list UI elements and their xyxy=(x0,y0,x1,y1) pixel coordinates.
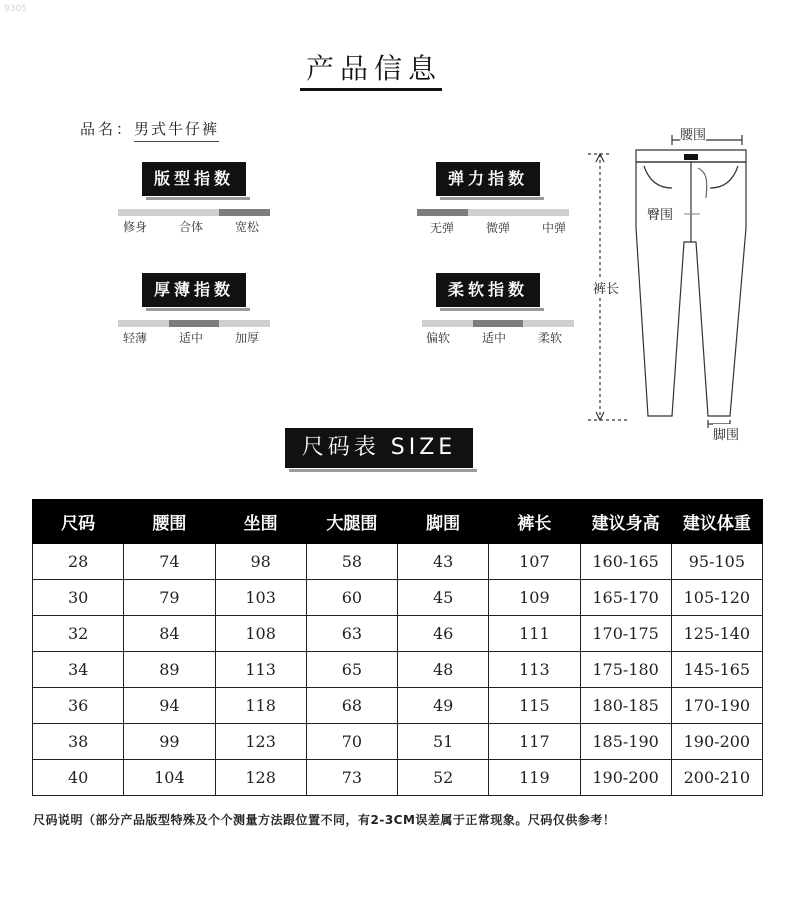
product-name xyxy=(80,118,219,142)
waist-label: 腰围 xyxy=(680,124,706,143)
table-cell: 160-165 xyxy=(580,544,671,580)
stretch-index-labels xyxy=(414,219,582,236)
table-cell: 51 xyxy=(398,724,489,760)
column-header: 大腿围 xyxy=(306,500,397,544)
table-cell: 98 xyxy=(215,544,306,580)
stretch-index-scale xyxy=(417,209,569,216)
fit-index-badge: 版型指数 xyxy=(142,162,246,196)
thickness-option-label: 适中 xyxy=(178,331,203,345)
table-cell: 63 xyxy=(306,616,397,652)
softness-index-labels xyxy=(410,329,578,346)
table-cell: 145-165 xyxy=(671,652,762,688)
table-cell: 60 xyxy=(306,580,397,616)
table-cell: 94 xyxy=(124,688,215,724)
table-cell: 113 xyxy=(489,652,580,688)
thickness-scale-segment xyxy=(118,320,169,327)
table-cell: 128 xyxy=(215,760,306,796)
fit-index-labels xyxy=(107,218,275,235)
table-row xyxy=(33,544,763,580)
table-row xyxy=(33,652,763,688)
fit-scale-segment xyxy=(118,209,169,216)
table-cell: 74 xyxy=(124,544,215,580)
stretch-option-label: 中弹 xyxy=(541,221,566,235)
table-cell: 190-200 xyxy=(580,760,671,796)
table-cell: 32 xyxy=(33,616,124,652)
table-cell: 58 xyxy=(306,544,397,580)
size-table-header-row xyxy=(33,500,763,544)
table-cell: 34 xyxy=(33,652,124,688)
thickness-index-badge: 厚薄指数 xyxy=(142,273,246,307)
softness-index-badge: 柔软指数 xyxy=(436,273,540,307)
softness-option-label: 偏软 xyxy=(425,331,450,345)
table-cell: 73 xyxy=(306,760,397,796)
table-cell: 30 xyxy=(33,580,124,616)
table-row xyxy=(33,580,763,616)
watermark: 9305 xyxy=(4,4,27,14)
table-cell: 95-105 xyxy=(671,544,762,580)
table-cell: 43 xyxy=(398,544,489,580)
hem-label: 脚围 xyxy=(713,424,739,443)
table-cell: 115 xyxy=(489,688,580,724)
table-cell: 79 xyxy=(124,580,215,616)
table-cell: 68 xyxy=(306,688,397,724)
stretch-scale-segment xyxy=(417,209,468,216)
table-cell: 118 xyxy=(215,688,306,724)
table-cell: 123 xyxy=(215,724,306,760)
table-cell: 84 xyxy=(124,616,215,652)
size-chart-title: 尺码表 SIZE xyxy=(285,428,473,468)
size-note: 尺码说明（部分产品版型特殊及个个测量方法跟位置不同，有2-3CM误差属于正常现象。尺码仅供参考！ xyxy=(33,813,616,827)
table-cell: 107 xyxy=(489,544,580,580)
stretch-index-badge: 弹力指数 xyxy=(436,162,540,196)
product-name-label: 品名： xyxy=(80,120,135,138)
thickness-scale-segment xyxy=(169,320,220,327)
fit-option-label: 修身 xyxy=(122,220,147,234)
table-cell: 38 xyxy=(33,724,124,760)
table-cell: 105-120 xyxy=(671,580,762,616)
column-header: 建议体重 xyxy=(671,500,762,544)
softness-scale-segment xyxy=(473,320,524,327)
table-row xyxy=(33,616,763,652)
softness-option-label: 柔软 xyxy=(537,331,562,345)
table-cell: 48 xyxy=(398,652,489,688)
softness-option-label: 适中 xyxy=(481,331,506,345)
table-cell: 200-210 xyxy=(671,760,762,796)
table-cell: 175-180 xyxy=(580,652,671,688)
fit-scale-segment xyxy=(169,209,220,216)
page-title-text: 产品信息 xyxy=(306,52,443,85)
fit-index-scale xyxy=(118,209,270,216)
softness-scale-segment xyxy=(422,320,473,327)
table-cell: 99 xyxy=(124,724,215,760)
fit-scale-segment xyxy=(219,209,270,216)
table-cell: 170-190 xyxy=(671,688,762,724)
column-header: 脚围 xyxy=(398,500,489,544)
thickness-index-labels xyxy=(107,329,275,346)
table-cell: 108 xyxy=(215,616,306,652)
table-cell: 40 xyxy=(33,760,124,796)
thickness-option-label: 加厚 xyxy=(234,331,259,345)
table-cell: 165-170 xyxy=(580,580,671,616)
stretch-option-label: 无弹 xyxy=(429,221,454,235)
softness-scale-segment xyxy=(523,320,574,327)
table-cell: 170-175 xyxy=(580,616,671,652)
table-cell: 52 xyxy=(398,760,489,796)
table-cell: 180-185 xyxy=(580,688,671,724)
thickness-index-scale xyxy=(118,320,270,327)
table-cell: 113 xyxy=(215,652,306,688)
column-header: 建议身高 xyxy=(580,500,671,544)
thickness-option-label: 轻薄 xyxy=(122,331,147,345)
table-cell: 185-190 xyxy=(580,724,671,760)
table-cell: 190-200 xyxy=(671,724,762,760)
table-row xyxy=(33,760,763,796)
fit-option-label: 合体 xyxy=(178,220,203,234)
table-cell: 28 xyxy=(33,544,124,580)
hip-label: 臀围 xyxy=(647,204,673,223)
table-cell: 65 xyxy=(306,652,397,688)
column-header: 裤长 xyxy=(489,500,580,544)
waistband-patch xyxy=(684,154,698,160)
column-header: 腰围 xyxy=(124,500,215,544)
stretch-option-label: 微弹 xyxy=(485,221,510,235)
column-header: 尺码 xyxy=(33,500,124,544)
size-table-body xyxy=(33,544,763,796)
length-label: 裤长 xyxy=(593,278,619,297)
column-header: 坐围 xyxy=(215,500,306,544)
size-table xyxy=(32,499,763,796)
table-row xyxy=(33,688,763,724)
table-cell: 104 xyxy=(124,760,215,796)
stretch-scale-segment xyxy=(518,209,569,216)
page-title xyxy=(300,52,442,91)
table-cell: 36 xyxy=(33,688,124,724)
table-cell: 70 xyxy=(306,724,397,760)
stretch-scale-segment xyxy=(468,209,519,216)
fit-option-label: 宽松 xyxy=(234,220,259,234)
table-cell: 46 xyxy=(398,616,489,652)
table-cell: 45 xyxy=(398,580,489,616)
table-cell: 89 xyxy=(124,652,215,688)
title-underline xyxy=(300,88,442,91)
table-cell: 111 xyxy=(489,616,580,652)
table-cell: 103 xyxy=(215,580,306,616)
table-cell: 109 xyxy=(489,580,580,616)
table-row xyxy=(33,724,763,760)
softness-index-scale xyxy=(422,320,574,327)
table-cell: 117 xyxy=(489,724,580,760)
thickness-scale-segment xyxy=(219,320,270,327)
product-name-value: 男式牛仔裤 xyxy=(134,118,219,142)
table-cell: 125-140 xyxy=(671,616,762,652)
table-cell: 49 xyxy=(398,688,489,724)
table-cell: 119 xyxy=(489,760,580,796)
